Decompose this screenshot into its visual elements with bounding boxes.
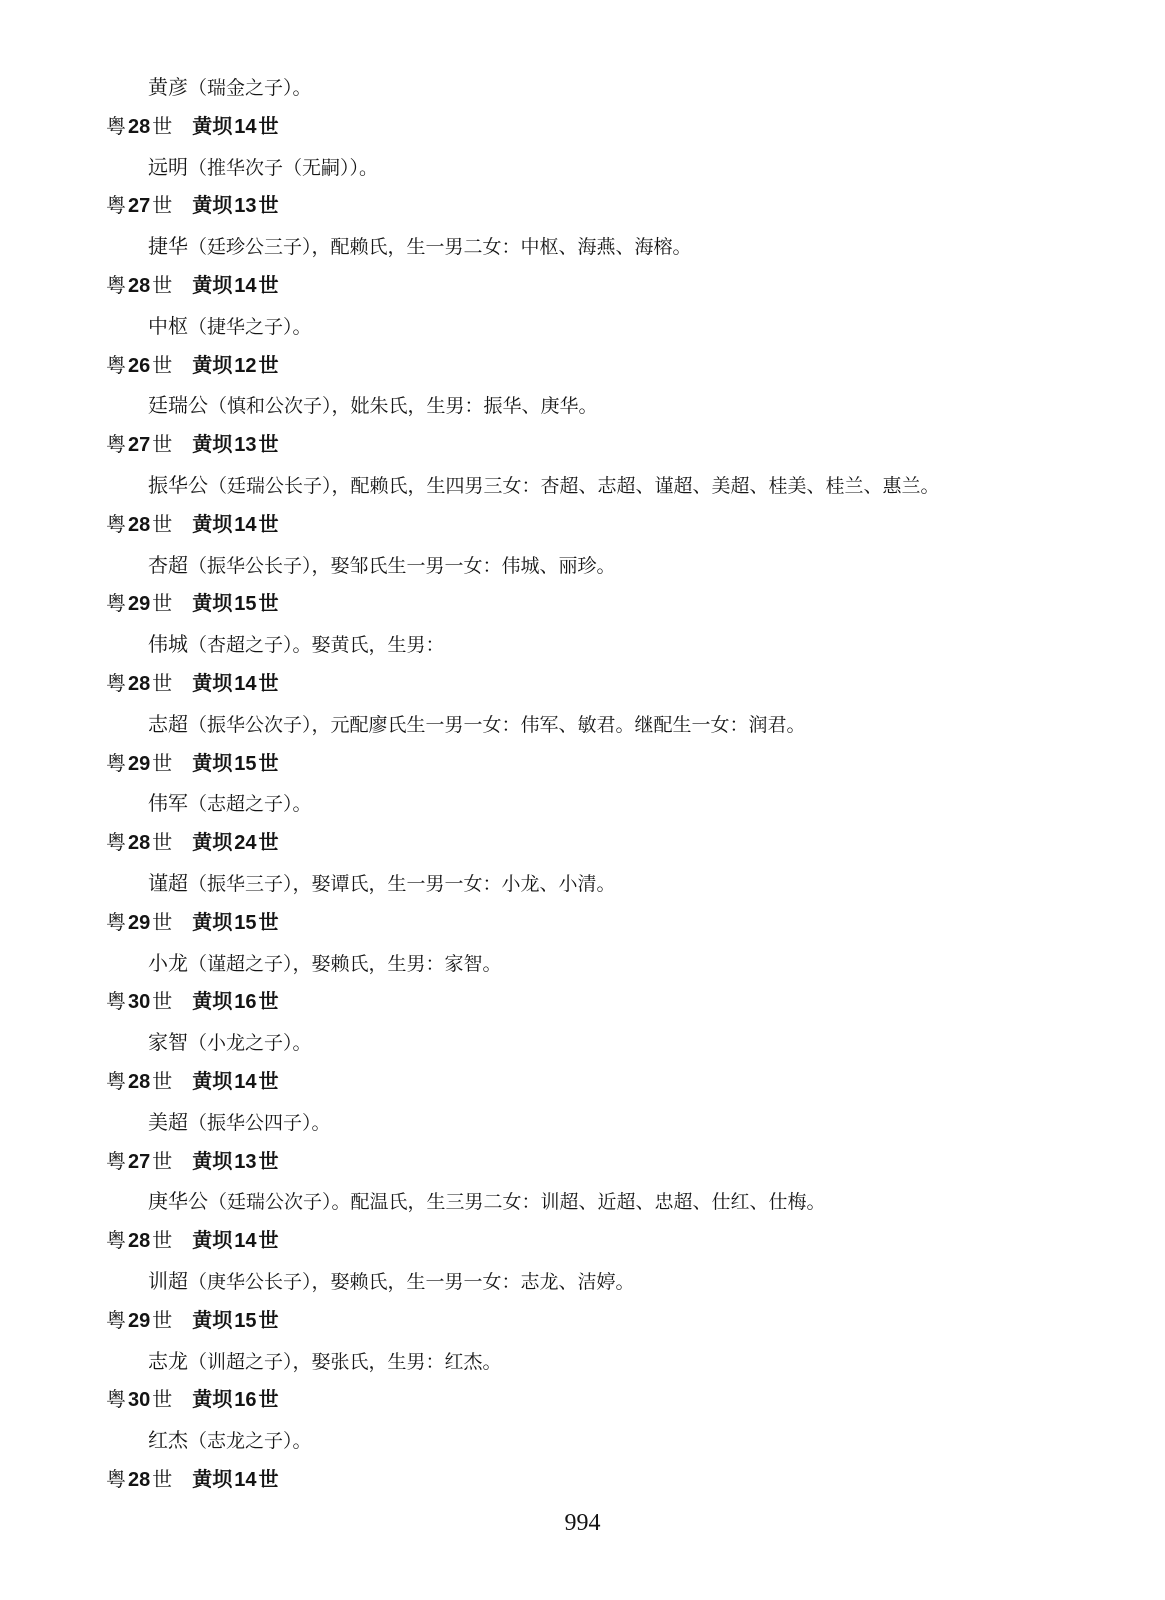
yue-label: 粤 bbox=[106, 593, 126, 616]
member-description: （廷瑞公长子），配赖氏，生四男三女：杏超、志超、谨超、美超、桂美、桂兰、惠兰。 bbox=[208, 474, 940, 497]
member-description: （振华公长子），娶邹氏生一男一女：伟城、丽珍。 bbox=[188, 554, 616, 577]
bagan-generation-number: 14 bbox=[234, 1070, 257, 1093]
bagan-label: 黄坝 bbox=[192, 1150, 233, 1173]
member-description: （振华公次子），元配廖氏生一男一女：伟军、敏君。继配生一女：润君。 bbox=[188, 713, 806, 736]
bagan-generation-unit: 世 bbox=[258, 1150, 279, 1173]
yue-generation-number: 28 bbox=[128, 1070, 151, 1093]
member-description: （振华公四子）。 bbox=[188, 1111, 331, 1134]
yue-generation-number: 30 bbox=[128, 1389, 151, 1412]
bagan-generation-unit: 世 bbox=[258, 1389, 279, 1412]
bagan-label: 黄坝 bbox=[192, 1070, 233, 1093]
member-entry bbox=[0, 1103, 1165, 1143]
member-name: 伟城 bbox=[148, 632, 188, 657]
yue-generation-unit: 世 bbox=[152, 832, 173, 855]
yue-label: 粤 bbox=[106, 911, 126, 934]
generation-heading bbox=[0, 1222, 1165, 1262]
bagan-label: 黄坝 bbox=[192, 991, 233, 1014]
yue-label: 粤 bbox=[106, 1150, 126, 1173]
yue-label: 粤 bbox=[106, 434, 126, 457]
member-entry bbox=[0, 1262, 1165, 1302]
member-entry bbox=[0, 1023, 1165, 1063]
bagan-generation-unit: 世 bbox=[258, 195, 279, 218]
generation-heading bbox=[0, 187, 1165, 227]
yue-generation-unit: 世 bbox=[152, 195, 173, 218]
bagan-label: 黄坝 bbox=[192, 354, 233, 377]
page-number: 994 bbox=[564, 1510, 601, 1536]
member-description: （廷瑞公次子）。配温氏，生三男二女：训超、近超、忠超、仕红、仕梅。 bbox=[208, 1191, 826, 1214]
bagan-generation-unit: 世 bbox=[258, 115, 279, 138]
bagan-label: 黄坝 bbox=[192, 274, 233, 297]
yue-label: 粤 bbox=[106, 1468, 126, 1491]
member-description: （杏超之子）。娶黄氏，生男： bbox=[188, 634, 445, 657]
yue-generation-unit: 世 bbox=[152, 593, 173, 616]
member-entry bbox=[0, 546, 1165, 586]
bagan-generation-unit: 世 bbox=[258, 593, 279, 616]
member-name: 伟军 bbox=[148, 791, 188, 816]
member-entry bbox=[0, 944, 1165, 984]
member-name: 志龙 bbox=[148, 1348, 188, 1373]
member-entry bbox=[0, 1342, 1165, 1382]
member-name: 远明 bbox=[148, 154, 188, 179]
member-description: （小龙之子）。 bbox=[188, 1032, 312, 1055]
yue-label: 粤 bbox=[106, 1389, 126, 1412]
bagan-generation-number: 13 bbox=[234, 195, 257, 218]
bagan-generation-number: 24 bbox=[234, 832, 257, 855]
member-entry bbox=[0, 625, 1165, 665]
bagan-generation-unit: 世 bbox=[258, 1230, 279, 1253]
bagan-generation-number: 15 bbox=[234, 1309, 257, 1332]
yue-generation-unit: 世 bbox=[152, 672, 173, 695]
generation-heading bbox=[0, 506, 1165, 546]
yue-label: 粤 bbox=[106, 672, 126, 695]
yue-generation-unit: 世 bbox=[152, 1389, 173, 1412]
member-description: （志超之子）。 bbox=[188, 793, 312, 816]
member-entry bbox=[0, 864, 1165, 904]
member-description: （志龙之子）。 bbox=[188, 1430, 312, 1453]
member-name: 振华公 bbox=[148, 472, 208, 497]
bagan-label: 黄坝 bbox=[192, 672, 233, 695]
member-name: 庚华公 bbox=[148, 1189, 208, 1214]
bagan-generation-unit: 世 bbox=[258, 991, 279, 1014]
bagan-label: 黄坝 bbox=[192, 1309, 233, 1332]
member-description: （廷珍公三子），配赖氏，生一男二女：中枢、海燕、海榕。 bbox=[188, 236, 692, 259]
member-entry bbox=[0, 386, 1165, 426]
bagan-generation-number: 14 bbox=[234, 1230, 257, 1253]
member-entry bbox=[0, 784, 1165, 824]
bagan-generation-unit: 世 bbox=[258, 911, 279, 934]
generation-heading bbox=[0, 1461, 1165, 1501]
member-description: （谨超之子），娶赖氏，生男：家智。 bbox=[188, 952, 502, 975]
generation-heading bbox=[0, 1063, 1165, 1103]
bagan-generation-number: 13 bbox=[234, 1150, 257, 1173]
bagan-generation-unit: 世 bbox=[258, 832, 279, 855]
bagan-generation-unit: 世 bbox=[258, 513, 279, 536]
bagan-label: 黄坝 bbox=[192, 195, 233, 218]
yue-label: 粤 bbox=[106, 274, 126, 297]
bagan-generation-number: 14 bbox=[234, 513, 257, 536]
generation-heading bbox=[0, 745, 1165, 785]
member-name: 谨超 bbox=[148, 870, 188, 895]
member-name: 小龙 bbox=[148, 950, 188, 975]
yue-generation-unit: 世 bbox=[152, 752, 173, 775]
yue-label: 粤 bbox=[106, 1070, 126, 1093]
yue-label: 粤 bbox=[106, 1309, 126, 1332]
bagan-label: 黄坝 bbox=[192, 115, 233, 138]
member-description: （庚华公长子），娶赖氏，生一男一女：志龙、洁婷。 bbox=[188, 1270, 635, 1293]
member-description: （训超之子），娶张氏，生男：红杰。 bbox=[188, 1350, 502, 1373]
member-description: （振华三子），娶谭氏，生一男一女：小龙、小清。 bbox=[188, 872, 616, 895]
yue-generation-unit: 世 bbox=[152, 513, 173, 536]
yue-generation-unit: 世 bbox=[152, 274, 173, 297]
yue-generation-unit: 世 bbox=[152, 354, 173, 377]
yue-generation-number: 28 bbox=[128, 1230, 151, 1253]
generation-heading bbox=[0, 1381, 1165, 1421]
yue-generation-unit: 世 bbox=[152, 991, 173, 1014]
member-description: （瑞金之子）。 bbox=[188, 77, 312, 99]
yue-label: 粤 bbox=[106, 1230, 126, 1253]
bagan-generation-number: 13 bbox=[234, 434, 257, 457]
member-name: 中枢 bbox=[148, 313, 188, 338]
genealogy-text bbox=[0, 68, 1165, 1501]
yue-generation-number: 28 bbox=[128, 115, 151, 138]
member-entry bbox=[0, 307, 1165, 347]
yue-generation-number: 27 bbox=[128, 434, 151, 457]
bagan-label: 黄坝 bbox=[192, 593, 233, 616]
bagan-label: 黄坝 bbox=[192, 1389, 233, 1412]
bagan-generation-unit: 世 bbox=[258, 1070, 279, 1093]
yue-generation-number: 26 bbox=[128, 354, 151, 377]
member-entry bbox=[0, 148, 1165, 188]
generation-heading bbox=[0, 108, 1165, 148]
bagan-generation-number: 14 bbox=[234, 115, 257, 138]
generation-heading bbox=[0, 904, 1165, 944]
yue-label: 粤 bbox=[106, 115, 126, 138]
bagan-generation-number: 14 bbox=[234, 1468, 257, 1491]
bagan-generation-unit: 世 bbox=[258, 1468, 279, 1491]
member-name: 杏超 bbox=[148, 552, 188, 577]
yue-generation-unit: 世 bbox=[152, 1309, 173, 1332]
generation-heading bbox=[0, 665, 1165, 705]
member-name: 训超 bbox=[148, 1268, 188, 1293]
member-name: 美超 bbox=[148, 1109, 188, 1134]
generation-heading bbox=[0, 585, 1165, 625]
yue-label: 粤 bbox=[106, 991, 126, 1014]
member-description: （捷华之子）。 bbox=[188, 315, 312, 338]
bagan-generation-number: 14 bbox=[234, 274, 257, 297]
member-name: 廷瑞公 bbox=[148, 393, 208, 418]
bagan-generation-unit: 世 bbox=[258, 274, 279, 297]
bagan-generation-number: 14 bbox=[234, 672, 257, 695]
member-name: 红杰 bbox=[148, 1428, 188, 1453]
yue-generation-number: 29 bbox=[128, 1309, 151, 1332]
yue-generation-unit: 世 bbox=[152, 1230, 173, 1253]
member-name: 家智 bbox=[148, 1030, 188, 1055]
yue-label: 粤 bbox=[106, 832, 126, 855]
member-entry bbox=[0, 466, 1165, 506]
yue-label: 粤 bbox=[106, 195, 126, 218]
member-name: 志超 bbox=[148, 711, 188, 736]
yue-label: 粤 bbox=[106, 513, 126, 536]
generation-heading bbox=[0, 347, 1165, 387]
bagan-label: 黄坝 bbox=[192, 832, 233, 855]
member-entry bbox=[0, 68, 1165, 108]
bagan-generation-number: 15 bbox=[234, 752, 257, 775]
yue-generation-number: 28 bbox=[128, 832, 151, 855]
bagan-generation-number: 16 bbox=[234, 991, 257, 1014]
bagan-label: 黄坝 bbox=[192, 752, 233, 775]
yue-generation-number: 27 bbox=[128, 1150, 151, 1173]
generation-heading bbox=[0, 267, 1165, 307]
yue-generation-number: 29 bbox=[128, 752, 151, 775]
bagan-label: 黄坝 bbox=[192, 434, 233, 457]
member-description: （推华次子（无嗣））。 bbox=[188, 156, 379, 179]
bagan-generation-number: 15 bbox=[234, 911, 257, 934]
member-name: 黄彦 bbox=[148, 75, 188, 99]
generation-heading bbox=[0, 824, 1165, 864]
bagan-generation-unit: 世 bbox=[258, 752, 279, 775]
yue-generation-unit: 世 bbox=[152, 434, 173, 457]
yue-label: 粤 bbox=[106, 752, 126, 775]
yue-generation-unit: 世 bbox=[152, 115, 173, 138]
yue-generation-number: 28 bbox=[128, 274, 151, 297]
member-entry bbox=[0, 1421, 1165, 1461]
bagan-generation-unit: 世 bbox=[258, 672, 279, 695]
generation-heading bbox=[0, 983, 1165, 1023]
member-entry bbox=[0, 1182, 1165, 1222]
bagan-generation-number: 16 bbox=[234, 1389, 257, 1412]
bagan-generation-unit: 世 bbox=[258, 354, 279, 377]
yue-generation-number: 29 bbox=[128, 593, 151, 616]
bagan-generation-unit: 世 bbox=[258, 434, 279, 457]
yue-label: 粤 bbox=[106, 354, 126, 377]
generation-heading bbox=[0, 1143, 1165, 1183]
bagan-generation-number: 12 bbox=[234, 354, 257, 377]
yue-generation-number: 28 bbox=[128, 672, 151, 695]
member-entry bbox=[0, 705, 1165, 745]
yue-generation-unit: 世 bbox=[152, 1150, 173, 1173]
yue-generation-unit: 世 bbox=[152, 1070, 173, 1093]
yue-generation-unit: 世 bbox=[152, 1468, 173, 1491]
yue-generation-number: 28 bbox=[128, 1468, 151, 1491]
yue-generation-unit: 世 bbox=[152, 911, 173, 934]
yue-generation-number: 28 bbox=[128, 513, 151, 536]
yue-generation-number: 27 bbox=[128, 195, 151, 218]
member-description: （慎和公次子），妣朱氏，生男：振华、庚华。 bbox=[208, 395, 598, 418]
bagan-label: 黄坝 bbox=[192, 911, 233, 934]
yue-generation-number: 29 bbox=[128, 911, 151, 934]
bagan-label: 黄坝 bbox=[192, 1230, 233, 1253]
member-name: 捷华 bbox=[148, 234, 188, 259]
bagan-label: 黄坝 bbox=[192, 513, 233, 536]
member-entry bbox=[0, 227, 1165, 267]
generation-heading bbox=[0, 426, 1165, 466]
bagan-label: 黄坝 bbox=[192, 1468, 233, 1491]
yue-generation-number: 30 bbox=[128, 991, 151, 1014]
bagan-generation-unit: 世 bbox=[258, 1309, 279, 1332]
bagan-generation-number: 15 bbox=[234, 593, 257, 616]
generation-heading bbox=[0, 1302, 1165, 1342]
